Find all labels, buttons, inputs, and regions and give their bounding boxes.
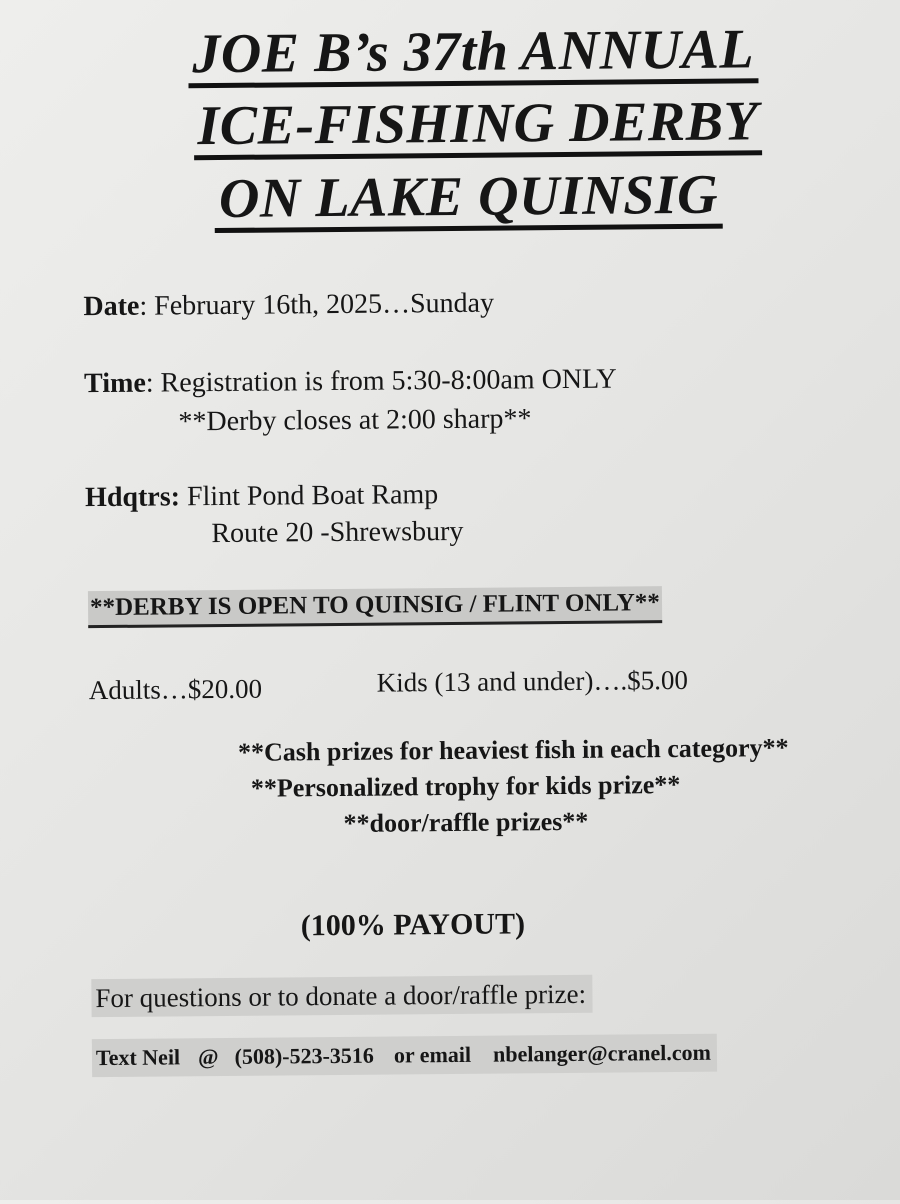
payout-note: (100% PAYOUT) bbox=[300, 907, 526, 943]
contact-email: nbelanger@cranel.com bbox=[492, 1039, 711, 1067]
contact-phone: (508)-523-3516 bbox=[234, 1042, 374, 1069]
contact-text-label: Text Neil bbox=[95, 1044, 181, 1071]
headquarters-row bbox=[85, 478, 438, 515]
date-row bbox=[83, 287, 494, 325]
time-label: Time bbox=[83, 367, 146, 400]
derby-close-note: **Derby closes at 2:00 sharp** bbox=[178, 403, 532, 438]
contact-or-email: or email bbox=[393, 1041, 472, 1068]
kids-fee: Kids (13 and under)….$5.00 bbox=[376, 664, 689, 698]
headquarters-label: Hdqtrs: bbox=[84, 481, 181, 514]
prize-door-raffle: **door/raffle prizes** bbox=[343, 806, 589, 838]
title-line-2-text: ICE-FISHING DERBY bbox=[193, 92, 762, 160]
headquarters-line-1: Flint Pond Boat Ramp bbox=[179, 479, 439, 513]
questions-line: For questions or to donate a door/raffle prize: bbox=[91, 975, 592, 1017]
title-line-1-text: JOE B’s 37th ANNUAL bbox=[188, 20, 758, 88]
time-value: : Registration is from 5:30-8:00am ONLY bbox=[145, 363, 617, 399]
prize-trophy: **Personalized trophy for kids prize** bbox=[250, 769, 681, 803]
flyer-title-line-3 bbox=[18, 161, 900, 235]
prize-cash: **Cash prizes for heaviest fish in each category** bbox=[237, 733, 789, 767]
title-line-3-text: ON LAKE QUINSIG bbox=[215, 166, 723, 233]
date-label: Date bbox=[83, 290, 140, 323]
flyer-title-line-2 bbox=[28, 88, 900, 162]
adult-fee: Adults…$20.00 bbox=[88, 673, 263, 706]
contact-at-sign: @ bbox=[197, 1044, 219, 1070]
time-row bbox=[84, 363, 617, 402]
date-value: : February 16th, 2025…Sunday bbox=[139, 287, 495, 322]
headquarters-line-2: Route 20 -Shrewsbury bbox=[211, 515, 464, 550]
flyer-title-line-1 bbox=[23, 16, 900, 90]
open-waters-banner: **DERBY IS OPEN TO QUINSIG / FLINT ONLY** bbox=[88, 586, 662, 628]
contact-line bbox=[92, 1034, 717, 1077]
